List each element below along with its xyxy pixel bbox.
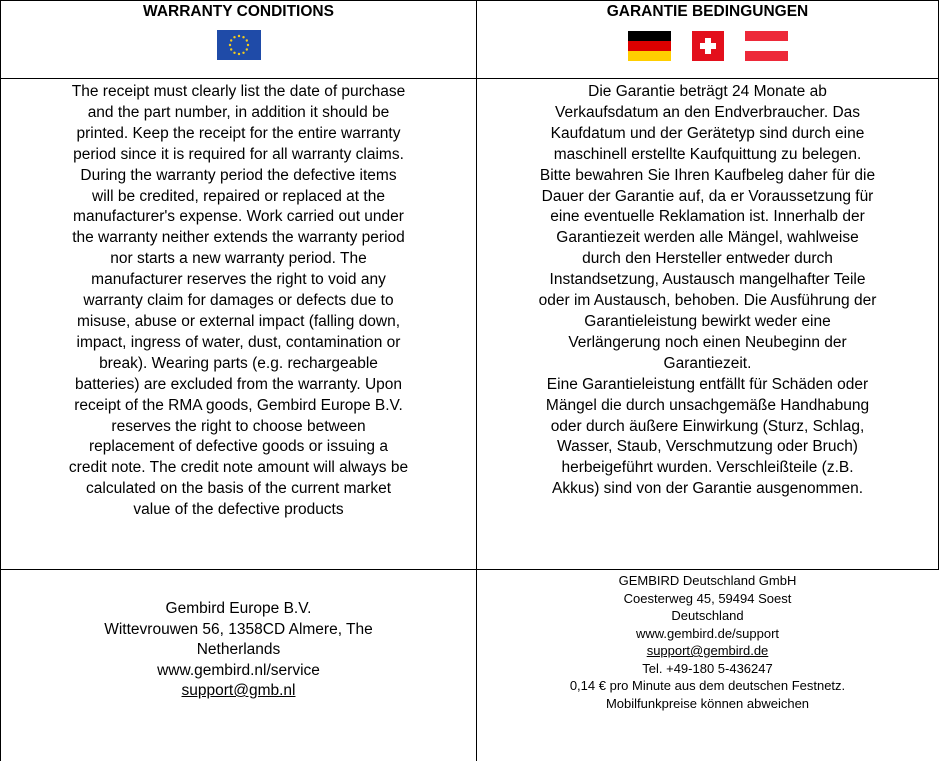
- body-line: nor starts a new warranty period. The: [110, 250, 367, 268]
- table-row-divider-2: [0, 569, 939, 570]
- austria-flag-icon: [745, 31, 788, 61]
- mobile-price-note: Mobilfunkpreise können abweichen: [605, 695, 810, 711]
- body-line: Eine Garantieleistung entfällt für Schäden oder: [546, 375, 869, 393]
- body-line: misuse, abuse or external impact (falling down,: [76, 312, 401, 330]
- phone-number: Tel. +49-180 5-436247: [642, 660, 773, 676]
- warranty-header-cell-de: [477, 3, 938, 61]
- switzerland-flag-icon: [692, 31, 724, 61]
- call-price-note: 0,14 € pro Minute aus dem deutschen Festnetz.: [569, 678, 846, 693]
- body-line: Wasser, Staub, Verschmutzung oder Bruch): [557, 438, 858, 456]
- warranty-body-de: [477, 82, 938, 500]
- body-line: The receipt must clearly list the date of purchase: [71, 83, 406, 100]
- flag-row: [477, 31, 938, 61]
- body-line: Dauer der Garantie auf, da er Voraussetzung für: [541, 187, 874, 205]
- body-line: Garantiezeit.: [663, 354, 752, 372]
- body-line: period since it is required for all warranty claims.: [73, 145, 404, 163]
- body-line: Instandsetzung, Austausch mangelhafter Teile: [549, 271, 866, 289]
- body-line: receipt of the RMA goods, Gembird Europe B.V.: [74, 396, 403, 414]
- body-line: printed. Keep the receipt for the entire warranty: [76, 124, 401, 142]
- company-name: Gembird Europe B.V.: [165, 600, 312, 617]
- body-line: warranty claim for damages or defects due to: [83, 292, 394, 310]
- body-line: reserves the right to choose between: [111, 417, 366, 435]
- service-website-link[interactable]: www.gembird.nl/service: [157, 661, 320, 679]
- warranty-header-cell-en: [1, 3, 476, 60]
- body-line: Mängel die durch unsachgemäße Handhabung: [545, 396, 870, 414]
- address-de: [477, 572, 938, 712]
- warranty-title-de: GARANTIE BEDINGUNGEN: [606, 3, 809, 20]
- body-line: Garantieleistung bewirkt weder eine: [584, 312, 831, 330]
- support-email-link[interactable]: support@gmb.nl: [181, 682, 296, 699]
- table-border-top: [0, 0, 939, 1]
- address-en: [1, 599, 476, 702]
- table-row-divider-1: [0, 78, 939, 79]
- warranty-title-en: WARRANTY CONDITIONS: [143, 3, 334, 20]
- body-line: durch den Hersteller entweder durch: [582, 250, 833, 268]
- body-line: replacement of defective goods or issuing a: [89, 438, 388, 456]
- body-line: eine eventuelle Reklamation ist. Innerhalb der: [550, 208, 865, 226]
- body-line: oder im Austausch, behoben. Die Ausführung der: [538, 292, 877, 310]
- body-line: Kaufdatum und der Gerätetyp sind durch eine: [550, 124, 865, 142]
- body-line: batteries) are excluded from the warranty. Upon: [74, 375, 403, 393]
- eu-flag-icon: [217, 30, 261, 60]
- street-address: Wittevrouwen 56, 1358CD Almere, The: [104, 620, 373, 638]
- body-line: herbeigeführt wurden. Verschleißteile (z.B.: [561, 459, 854, 477]
- body-line: impact, ingress of water, dust, contamination or: [76, 333, 401, 351]
- support-email-link[interactable]: support@gembird.de: [646, 643, 769, 658]
- country: Netherlands: [196, 641, 281, 658]
- germany-flag-icon: [628, 31, 671, 61]
- body-line: Die Garantie beträgt 24 Monate ab: [588, 83, 827, 100]
- body-line: manufacturer's expense. Work carried out under: [73, 208, 404, 226]
- body-line: Verlängerung noch einen Neubeginn der: [568, 333, 847, 351]
- body-line: manufacturer reserves the right to void any: [91, 271, 386, 289]
- company-name: GEMBIRD Deutschland GmbH: [618, 573, 797, 588]
- warranty-body-en: [1, 82, 476, 521]
- body-line: break). Wearing parts (e.g. rechargeable: [99, 354, 378, 372]
- body-line: the warranty neither extends the warranty period: [72, 229, 405, 247]
- body-line: calculated on the basis of the current market: [86, 480, 391, 498]
- body-line: Garantiezeit werden alle Mängel, wahlweise: [556, 229, 859, 247]
- body-line: maschinell erstellte Kaufquittung zu belegen.: [553, 145, 862, 163]
- street-address: Coesterweg 45, 59494 Soest: [623, 590, 792, 606]
- body-line: Bitte bewahren Sie Ihren Kaufbeleg daher für die: [539, 166, 876, 184]
- body-line: During the warranty period the defective items: [80, 166, 397, 184]
- body-line: Akkus) sind von der Garantie ausgenommen.: [551, 480, 864, 498]
- body-line: and the part number, in addition it should be: [87, 103, 390, 121]
- body-line: credit note. The credit note amount will always be: [68, 459, 409, 477]
- support-website-link[interactable]: www.gembird.de/support: [635, 625, 780, 641]
- body-line: Verkaufsdatum an den Endverbraucher. Das: [554, 103, 861, 121]
- body-line: value of the defective products: [133, 501, 344, 519]
- country: Deutschland: [671, 608, 744, 623]
- body-line: will be credited, repaired or replaced at the: [92, 187, 385, 205]
- body-line: oder durch äußere Einwirkung (Sturz, Schlag,: [550, 417, 865, 435]
